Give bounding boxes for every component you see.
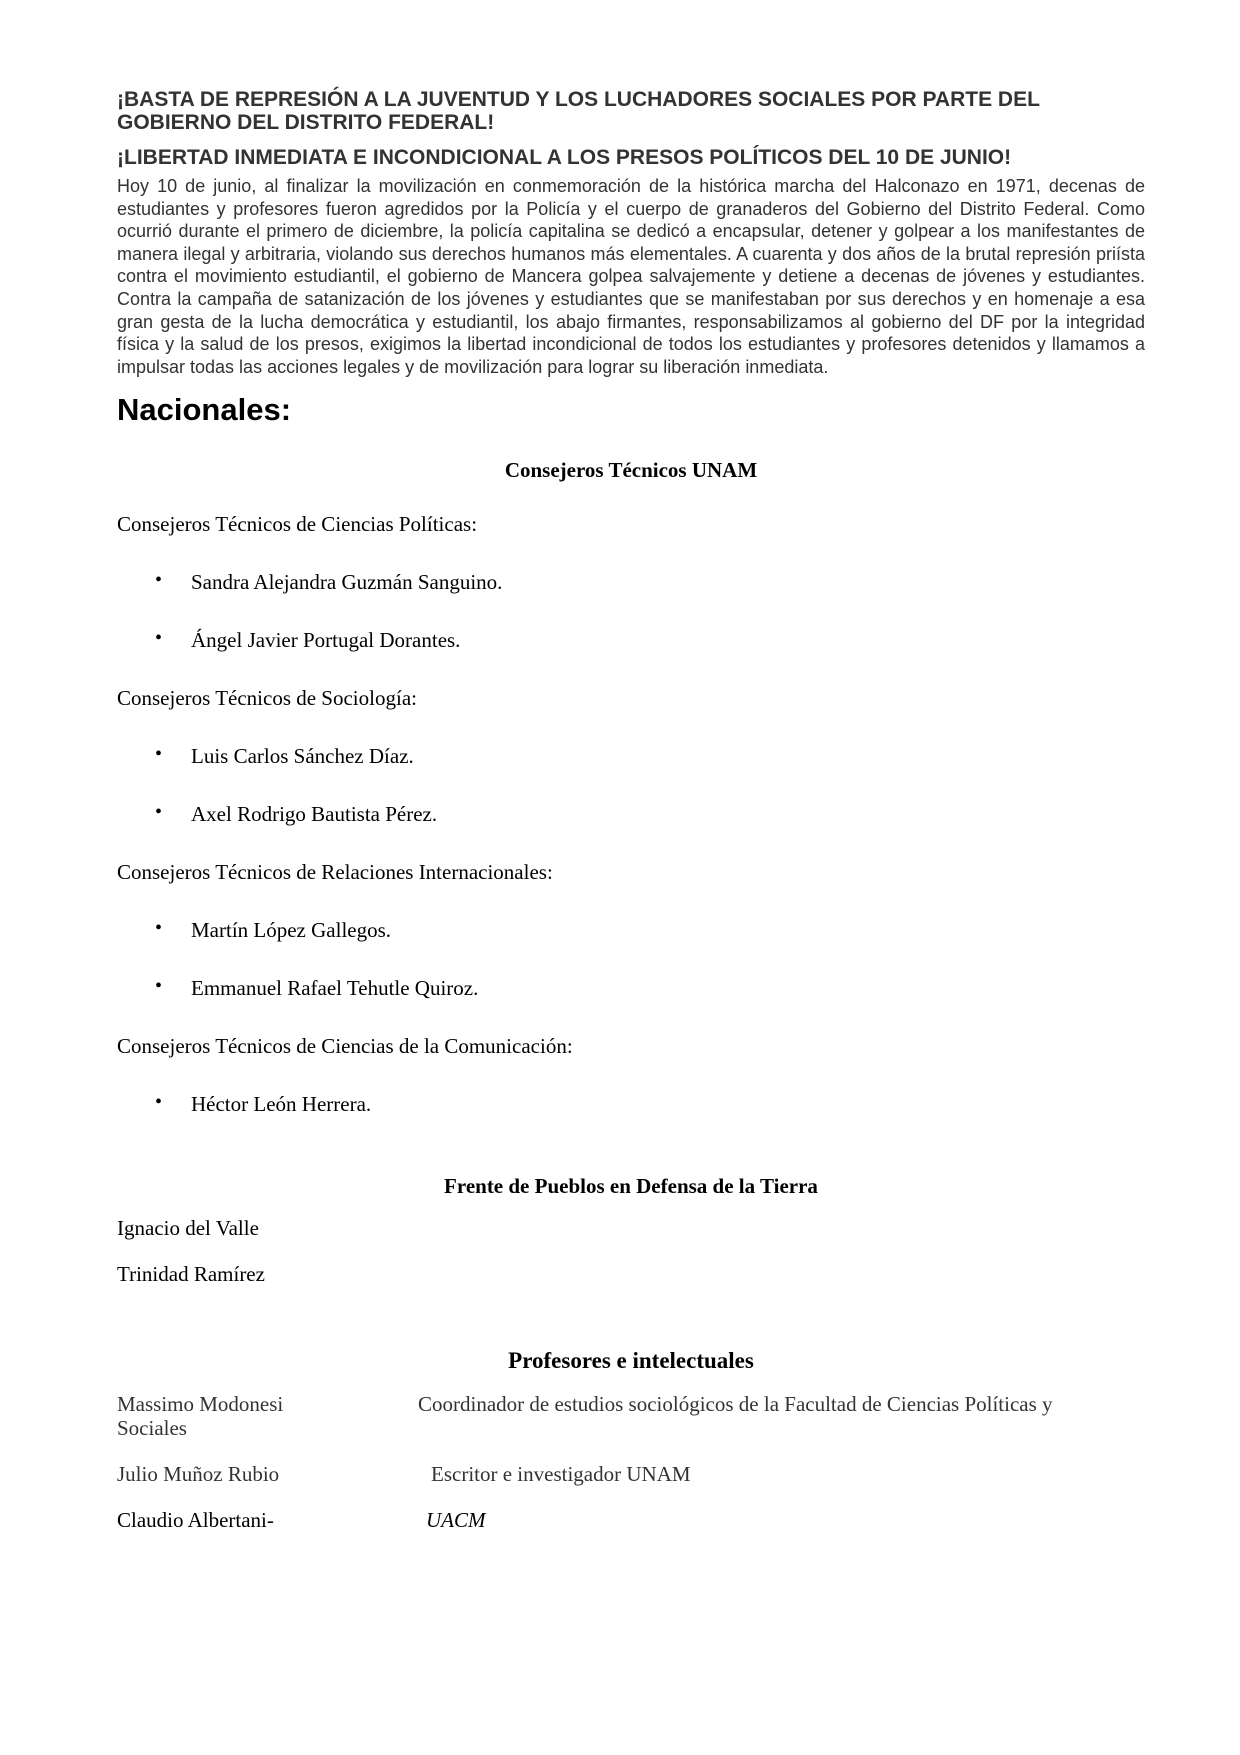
nacionales-heading: Nacionales: xyxy=(117,392,292,428)
statement-paragraph: Hoy 10 de junio, al finalizar la movilización en conmemoración de la histórica marcha del Halconazo en 1971, decenas de estudiantes y profesores fueron agredidos por la Policía y el cuerpo de granaderos del Gobierno del Distrito Federal. Como ocurrió durante el primero de diciembre, la policía capitalina se dedicó a encapsular, detener y golpear a los manifestantes de manera ilegal y arbitraria, violando sus derechos humanos más elementales. A cuarenta y dos años de la brutal represión priísta contra el movimiento estudiantil, el gobierno de Mancera golpea salvajemente y detiene a decenas de jóvenes y estudiantes. Contra la campaña de satanización de los jóvenes y estudiantes que se manifestaban por sus derechos y en homenaje a esa gran gesta de la lucha democrática y estudiantil, los abajo firmantes, responsabilizamos al gobierno del DF por la integridad física y la salud de los presos, exigimos la libertad incondicional de todos los estudiantes y profesores detenidos y llamamos a impulsar todas las acciones legales y de movilización para lograr su liberación inmediata. xyxy=(117,176,1145,377)
list-item xyxy=(117,570,1145,594)
member-name: Sandra Alejandra Guzmán Sanguino. xyxy=(191,570,503,595)
professor-role: Coordinador de estudios sociológicos de la Facultad de Ciencias Políticas y xyxy=(418,1392,1053,1417)
document-page xyxy=(117,88,1145,1532)
professor-role-continuation: Sociales xyxy=(117,1416,187,1441)
members-ciencias-politicas xyxy=(117,570,1145,652)
frente-heading: Frente de Pueblos en Defensa de la Tierra xyxy=(444,1174,818,1199)
professor-row xyxy=(117,1508,1145,1532)
group-label-relaciones-internacionales: Consejeros Técnicos de Relaciones Internacionales: xyxy=(117,860,553,885)
member-name: Ángel Javier Portugal Dorantes. xyxy=(191,628,461,653)
frente-name: Trinidad Ramírez xyxy=(117,1262,265,1287)
bullet-icon: • xyxy=(155,627,163,650)
professor-row xyxy=(117,1462,1145,1486)
list-item xyxy=(117,918,1145,942)
professor-name: Julio Muñoz Rubio xyxy=(117,1462,280,1487)
member-name: Martín López Gallegos. xyxy=(191,918,392,943)
headline-freedom: ¡LIBERTAD INMEDIATA E INCONDICIONAL A LOS PRESOS POLÍTICOS DEL 10 DE JUNIO! xyxy=(117,146,1012,169)
professor-row xyxy=(117,1392,1145,1416)
headline-repression: ¡BASTA DE REPRESIÓN A LA JUVENTUD Y LOS LUCHADORES SOCIALES POR PARTE DEL GOBIERNO DEL DISTRITO FEDERAL! xyxy=(117,88,1040,134)
professor-name: Claudio Albertani- xyxy=(117,1508,274,1533)
member-name: Emmanuel Rafael Tehutle Quiroz. xyxy=(191,976,479,1001)
list-item xyxy=(117,1092,1145,1116)
group-label-ciencias-comunicacion: Consejeros Técnicos de Ciencias de la Comunicación: xyxy=(117,1034,573,1059)
member-name: Axel Rodrigo Bautista Pérez. xyxy=(191,802,438,827)
group-label-ciencias-politicas: Consejeros Técnicos de Ciencias Políticas: xyxy=(117,512,478,537)
professor-role: Escritor e investigador UNAM xyxy=(431,1462,691,1487)
member-name: Luis Carlos Sánchez Díaz. xyxy=(191,744,414,769)
bullet-icon: • xyxy=(155,801,163,824)
bullet-icon: • xyxy=(155,743,163,766)
bullet-icon: • xyxy=(155,569,163,592)
list-item xyxy=(117,744,1145,768)
frente-name: Ignacio del Valle xyxy=(117,1216,259,1241)
professor-role: UACM xyxy=(426,1508,486,1533)
group-label-sociologia: Consejeros Técnicos de Sociología: xyxy=(117,686,417,711)
list-item xyxy=(117,976,1145,1000)
unam-heading: Consejeros Técnicos UNAM xyxy=(504,458,758,483)
list-item xyxy=(117,628,1145,652)
members-ciencias-comunicacion xyxy=(117,1092,1145,1116)
members-sociologia xyxy=(117,744,1145,826)
bullet-icon: • xyxy=(155,1091,163,1114)
member-name: Héctor León Herrera. xyxy=(191,1092,372,1117)
bullet-icon: • xyxy=(155,917,163,940)
bullet-icon: • xyxy=(155,975,163,998)
members-relaciones-internacionales xyxy=(117,918,1145,1000)
professor-name: Massimo Modonesi xyxy=(117,1392,284,1417)
profesores-heading: Profesores e intelectuales xyxy=(508,1348,754,1374)
list-item xyxy=(117,802,1145,826)
